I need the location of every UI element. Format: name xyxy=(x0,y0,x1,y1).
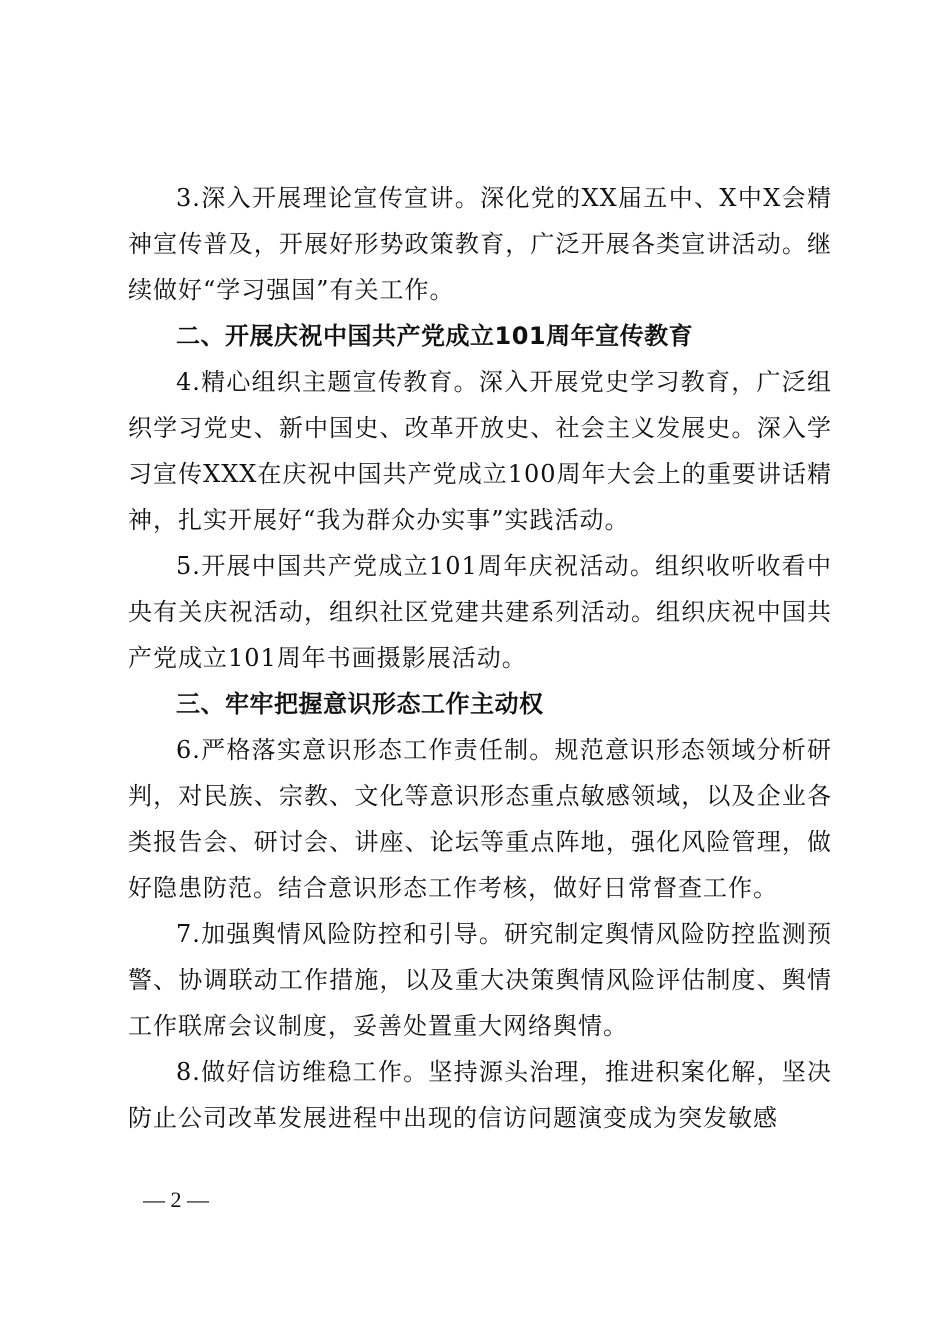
paragraph-item-4: 4.精心组织主题宣传教育。深入开展党史学习教育，广泛组织学习党史、新中国史、改革开放史、社会主义发展史。深入学习宣传XXX在庆祝中国共产党成立100周年大会上的重要讲话精神，扎实开展好“我为群众办实事”实践活动。 xyxy=(128,368,832,534)
section-heading-3: 三、牢牢把握意识形态工作主动权 xyxy=(176,690,544,718)
paragraph-item-7: 7.加强舆情风险防控和引导。研究制定舆情风险防控监测预警、协调联动工作措施，以及重大决策舆情风险评估制度、舆情工作联席会议制度，妥善处置重大网络舆情。 xyxy=(128,920,832,1040)
paragraph-item-8: 8.做好信访维稳工作。坚持源头治理，推进积案化解，坚决防止公司改革发展进程中出现的信访问题演变成为突发敏感 xyxy=(128,1058,832,1132)
paragraph-item-5: 5.开展中国共产党成立101周年庆祝活动。组织收听收看中央有关庆祝活动，组织社区党建共建系列活动。组织庆祝中国共产党成立101周年书画摄影展活动。 xyxy=(128,552,832,672)
paragraph-item-3: 3.深入开展理论宣传宣讲。深化党的XX届五中、X中X会精神宣传普及，开展好形势政策教育，广泛开展各类宣讲活动。继续做好“学习强国”有关工作。 xyxy=(128,184,832,304)
section-heading-2: 二、开展庆祝中国共产党成立101周年宣传教育 xyxy=(176,322,694,350)
page-number: — 2 — xyxy=(143,1187,209,1212)
paragraph-item-6: 6.严格落实意识形态工作责任制。规范意识形态领域分析研判，对民族、宗教、文化等意识形态重点敏感领域，以及企业各类报告会、研讨会、讲座、论坛等重点阵地，强化风险管理，做好隐患防范。结合意识形态工作考核，做好日常督查工作。 xyxy=(128,736,832,902)
document-body xyxy=(128,175,832,1141)
